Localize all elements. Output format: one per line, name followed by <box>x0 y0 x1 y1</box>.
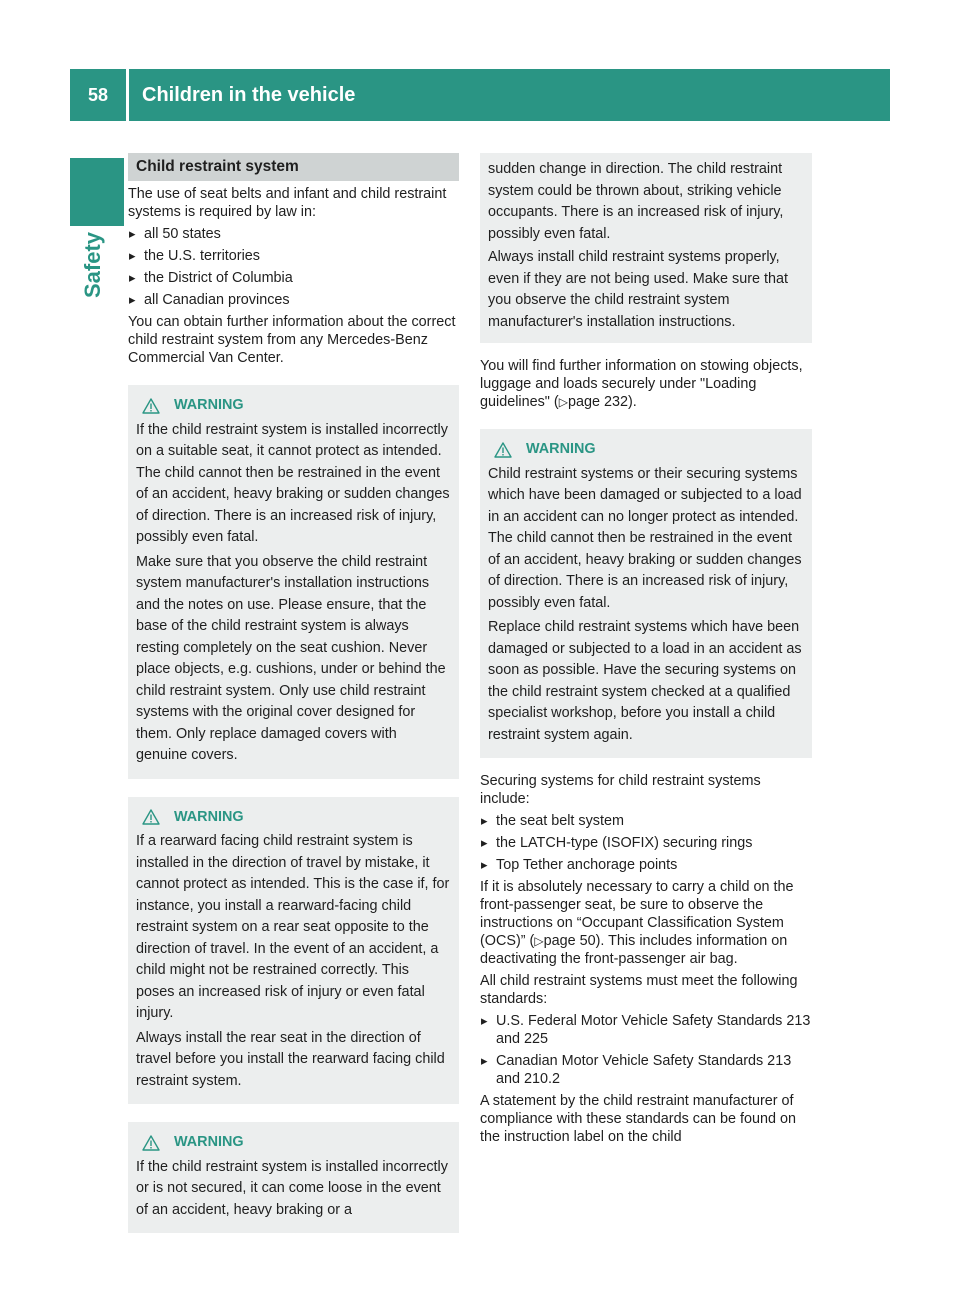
warning-text: If a rearward facing child restraint system is installed in the direction of travel by mistake, it cannot protect as intended. This is the case if, for instance, you install a rearward-facing child restraint system on a rear seat opposite to the direction of travel. In the event of an accident, a child might not be restrained correctly. This poses an increased risk of injury or even fatal injury. <box>136 833 450 1021</box>
warning-box <box>128 797 459 1105</box>
warning-label: WARNING <box>174 808 244 825</box>
section-tab-label: Safety <box>80 231 105 298</box>
warning-box-continued <box>480 153 812 343</box>
warning-triangle-icon <box>142 398 160 414</box>
warning-box <box>480 429 812 758</box>
law-list <box>128 225 459 309</box>
warning-triangle-icon <box>142 809 160 825</box>
list-item: ▸ the seat belt system <box>480 812 812 830</box>
securing-intro: Securing systems for child restraint systems include: <box>480 773 761 807</box>
section-heading: Child restraint system <box>128 153 459 181</box>
warning-text: Replace child restraint systems which have been damaged or subjected to a load in an accident as soon as possible. Have the securing systems on the child restraint system checked at a qualified specialist workshop, before you install a child restraint system again. <box>488 619 802 743</box>
warning-title <box>136 1132 451 1154</box>
warning-box <box>128 1122 459 1233</box>
standards-intro: All child restraint systems must meet the following standards: <box>480 973 798 1007</box>
warning-text: If the child restraint system is installed incorrectly or is not secured, it can come loose in the event of an accident, heavy braking or a <box>136 1158 448 1218</box>
header-bar <box>70 69 890 121</box>
warning-text: Always install child restraint systems properly, even if they are not being used. Make sure that you observe the child restraint system manufacturer's installation instructions. <box>488 249 788 330</box>
warning-title <box>136 807 451 829</box>
page-reference-link[interactable]: page 232). <box>567 394 637 410</box>
warning-title <box>488 439 804 461</box>
statement-text: A statement by the child restraint manufacturer of compliance with these standards can be found on the instruction label on the child <box>480 1093 796 1145</box>
header-divider <box>126 69 129 121</box>
right-column <box>480 153 812 1146</box>
list-item: ▸ Top Tether anchorage points <box>480 856 812 874</box>
list-item: ▸ U.S. Federal Motor Vehicle Safety Standards 213 and 225 <box>480 1012 812 1048</box>
warning-text: Always install the rear seat in the direction of travel before you install the rearward facing child restraint system. <box>136 1029 445 1089</box>
warning-label: WARNING <box>526 441 596 457</box>
warning-text: If the child restraint system is installed incorrectly on a suitable seat, it cannot protect as intended. The child cannot then be restrained in the event of an accident, heavy braking or sudden changes of direction. There is an increased risk of injury, possibly even fatal. <box>136 421 450 545</box>
warning-box <box>128 385 459 779</box>
list-item: ▸ the LATCH-type (ISOFIX) securing rings <box>480 834 812 852</box>
warning-text: Make sure that you observe the child restraint system manufacturer's installation instructions and the notes on use. Please ensure, that the base of the child restraint system is always resting completely on the seat cushion. Never place objects, e.g. cushions, under or behind the child restraint system. Only use child restraint systems with the original cover designed for them. Only replace damaged covers with genuine covers. <box>136 553 446 763</box>
page-reference-link[interactable]: page 50). This includes information on deactivating the front-passenger air bag. <box>480 933 788 967</box>
front-seat-text: If it is absolutely necessary to carry a child on the front-passenger seat, be sure to observe the instructions on “Occupant Classification System (OCS)” (▷page 50). This includes information on deactivating the front-passenger air bag. <box>480 879 794 967</box>
warning-text: sudden change in direction. The child restraint system could be thrown about, striking vehicle occupants. There is an increased risk of injury, possibly even fatal. <box>488 161 784 242</box>
warning-triangle-icon <box>142 1135 160 1151</box>
info-text: You can obtain further information about the correct child restraint system from any Mercedes-Benz Commercial Van Center. <box>128 314 456 366</box>
list-item: ▸ all Canadian provinces <box>128 291 459 309</box>
warning-label: WARNING <box>174 1134 244 1150</box>
page-ref-arrow-icon: ▷ <box>558 395 568 409</box>
list-item: ▸ the U.S. territories <box>128 247 459 265</box>
warning-triangle-icon <box>494 442 512 458</box>
warning-text: Child restraint systems or their securing systems which have been damaged or subjected to a load in an accident can no longer protect as intended. The child cannot then be restrained in the event of an accident, heavy braking or sudden changes of direction. There is an increased risk of injury, possibly even fatal. <box>488 465 802 611</box>
left-column <box>128 153 459 1233</box>
stowing-text: You will find further information on stowing objects, luggage and loads securely under "Loading guidelines" (▷page 232). <box>480 358 803 410</box>
list-item: ▸ the District of Columbia <box>128 269 459 287</box>
list-item: ▸ all 50 states <box>128 225 459 243</box>
securing-list <box>480 812 812 874</box>
warning-title <box>136 395 451 417</box>
page-number: 58 <box>87 84 109 105</box>
list-item: ▸ Canadian Motor Vehicle Safety Standards 213 and 210.2 <box>480 1052 812 1088</box>
warning-label: WARNING <box>174 397 244 413</box>
page-ref-arrow-icon: ▷ <box>534 934 544 948</box>
intro-text: The use of seat belts and infant and child restraint systems is required by law in: <box>128 186 447 220</box>
chapter-title: Children in the vehicle <box>142 83 356 106</box>
section-tab-marker <box>70 158 124 226</box>
standards-list <box>480 1012 812 1088</box>
